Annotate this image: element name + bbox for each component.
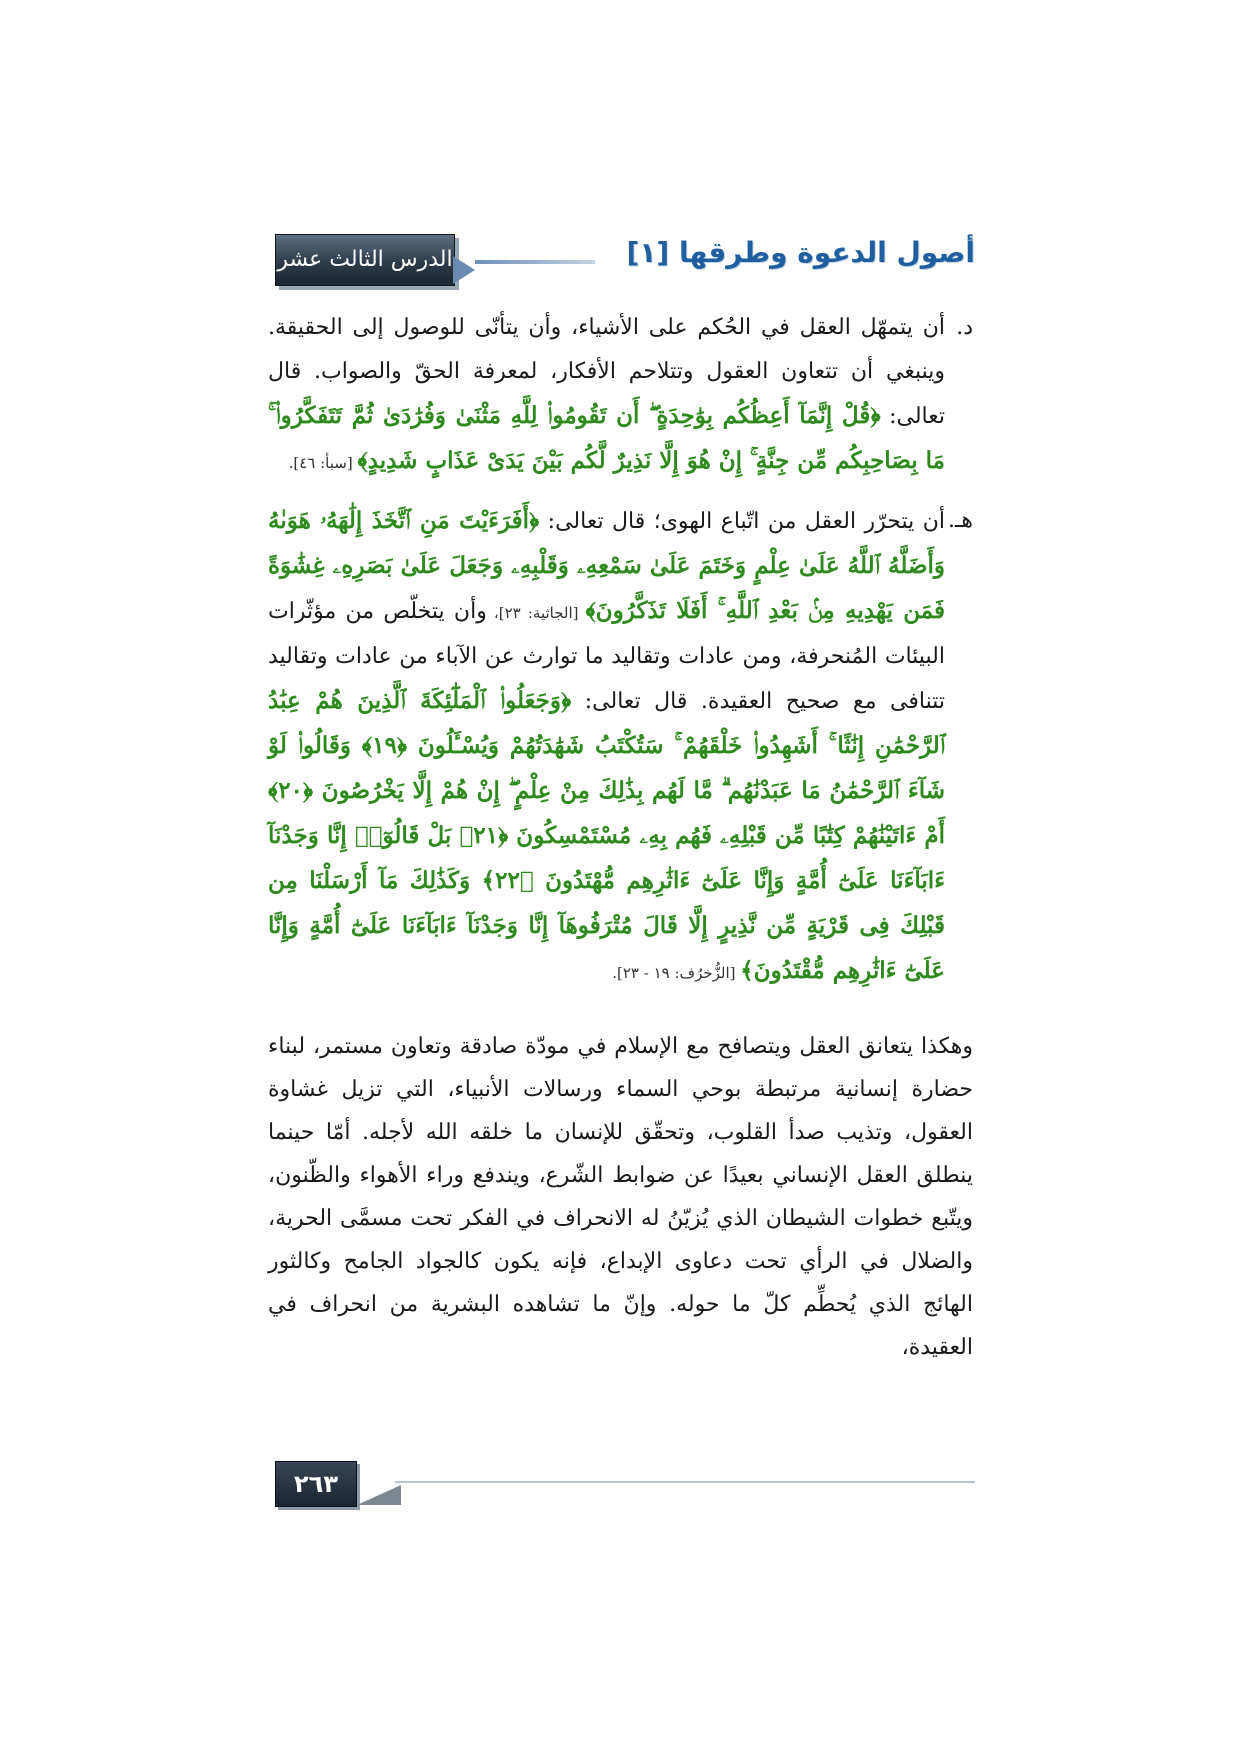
- verse-reference: [الجاثية: ٢٣]،: [486, 604, 586, 622]
- footer-divider: [395, 1481, 975, 1483]
- lesson-badge: الدرس الثالث عشر: [275, 234, 455, 286]
- verse-reference: [سبأ: ٤٦].: [288, 454, 358, 472]
- quran-verse: ﴿قُلْ إِنَّمَآ أَعِظُكُم بِوَٰحِدَةٍ ۖ أَن تَقُومُوا۟ لِلَّهِ مَثْنَىٰ وَفُرَٰدَىٰ ثُمَّ تَتَفَكَّرُوا۟ ۚ مَا بِصَاحِبِكُم مِّن جِنَّةٍ ۚ إِنْ هُوَ إِلَّا نَذِيرٌ لَّكُم بَيْنَ يَدَىْ عَذَابٍ شَدِيدٍ﴾: [268, 402, 945, 474]
- quran-verse: ﴿وَجَعَلُوا۟ ٱلْمَلَٰٓئِكَةَ ٱلَّذِينَ هُمْ عِبَٰدُ ٱلرَّحْمَٰنِ إِنَٰثًا ۚ أَشَهِدُوا۟ خَلْقَهُمْ ۚ سَتُكْتَبُ شَهَٰدَتُهُمْ وَيُسْـَٔلُونَ ﴿١٩﴾ وَقَالُوا۟ لَوْ شَآءَ ٱلرَّحْمَٰنُ مَا عَبَدْنَٰهُم ۗ مَّا لَهُم بِذَٰلِكَ مِنْ عِلْمٍ ۖ إِنْ هُمْ إِلَّا يَخْرُصُونَ ﴿٢٠﴾ أَمْ ءَاتَيْنَٰهُمْ كِتَٰبًا مِّن قَبْلِهِۦ فَهُم بِهِۦ مُسْتَمْسِكُونَ ﴿٢١﴾ بَلْ قَالُوٓا۟ إِنَّا وَجَدْنَآ ءَابَآءَنَا عَلَىٰٓ أُمَّةٍ وَإِنَّا عَلَىٰٓ ءَاثَٰرِهِم مُّهْتَدُونَ ﴿٢٢﴾ وَكَذَٰلِكَ مَآ أَرْسَلْنَا مِن قَبْلِكَ فِى قَرْيَةٍ مِّن نَّذِيرٍ إِلَّا قَالَ مُتْرَفُوهَآ إِنَّا وَجَدْنَآ ءَابَآءَنَا عَلَىٰٓ أُمَّةٍ وَإِنَّا عَلَىٰٓ ءَاثَٰرِهِم مُّقْتَدُونَ﴾: [268, 687, 946, 984]
- list-item: [268, 499, 973, 995]
- page-content: [268, 306, 973, 1369]
- ribbon-arrow-icon: [453, 256, 475, 284]
- list-item: [268, 306, 973, 485]
- closing-paragraph: وهكذا يتعانق العقل ويتصافح مع الإسلام في مودّة صادقة وتعاون مستمر، لبناء حضارة إنسانية مرتبطة بوحي السماء ورسالات الأنبياء، التي تزيل غشاوة العقول، وتذيب صدأ القلوب، وتحقّق للإنسان ما خلقه الله لأجله. أمّا حينما ينطلق العقل الإنساني بعيدًا عن ضوابط الشّرع، ويندفع وراء الأهواء والظّنون، ويتّبع خطوات الشيطان الذي يُزيّنُ له الانحراف في الفكر تحت مسمَّى الحرية، والضلال في الرأي تحت دعاوى الإبداع، فإنه يكون كالجواد الجامح وكالثور الهائج الذي يُحطِّم كلّ ما حوله. وإنّ ما تشاهده البشرية من انحراف في العقيدة،: [268, 1034, 973, 1360]
- item-marker: د.: [956, 315, 973, 340]
- header-divider: [475, 260, 595, 264]
- page-header: [275, 234, 975, 292]
- book-title: أصول الدعوة وطرقها [١]: [626, 236, 975, 269]
- item-marker: هـ.: [947, 508, 973, 533]
- page-number: ٢٦٣: [275, 1461, 357, 1507]
- verse-reference: [الزُّخرُف: ١٩ - ٢٣].: [612, 964, 741, 982]
- body-text: أن يتمهّل العقل في الحُكم على الأشياء، وأن يتأنّى للوصول إلى الحقيقة. وينبغي أن تتعاون العقول وتتلاحم الأفكار، لمعرفة الحقّ والصواب. قال تعالى:: [268, 315, 945, 429]
- footer-wedge-icon: [357, 1465, 401, 1505]
- body-text: وأن يتخلّص من مؤثّرات البيئات المُنحرفة، ومن عادات وتقاليد ما توارث عن الآباء من عادات وتقاليد تتنافى مع صحيح العقيدة. قال تعالى:: [268, 599, 945, 714]
- body-text: أن يتحرّر العقل من اتّباع الهوى؛ قال تعالى:: [539, 509, 945, 534]
- quran-verse: ﴿أَفَرَءَيْتَ مَنِ ٱتَّخَذَ إِلَٰهَهُۥ هَوَىٰهُ وَأَضَلَّهُ ٱللَّهُ عَلَىٰ عِلْمٍ وَخَتَمَ عَلَىٰ سَمْعِهِۦ وَقَلْبِهِۦ وَجَعَلَ عَلَىٰ بَصَرِهِۦ غِشَٰوَةً فَمَن يَهْدِيهِ مِنۢ بَعْدِ ٱللَّهِ ۚ أَفَلَا تَذَكَّرُونَ﴾: [268, 507, 945, 624]
- page-footer: [275, 1461, 975, 1511]
